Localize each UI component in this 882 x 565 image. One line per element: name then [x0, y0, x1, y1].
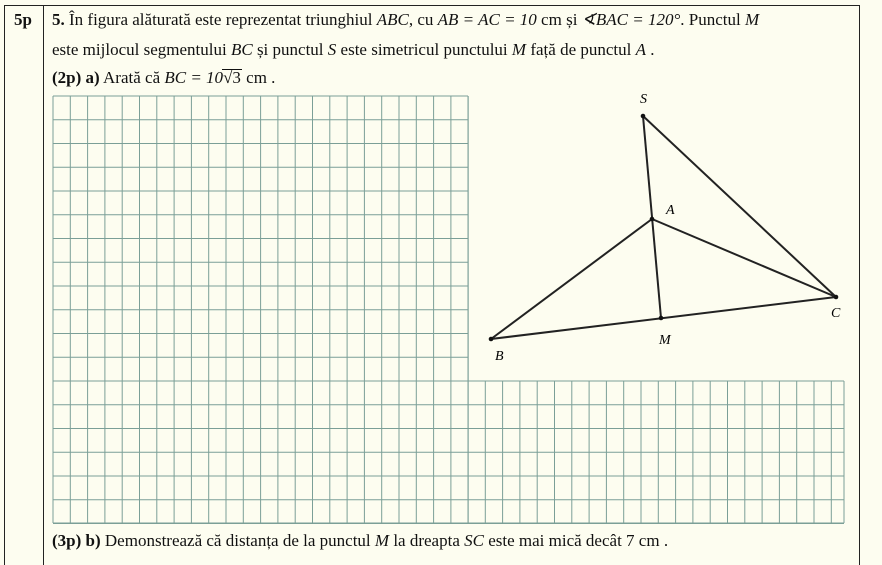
part-b-letter: b)	[85, 531, 101, 550]
line-sc: SC	[464, 531, 484, 550]
part-b-points: (3p)	[52, 531, 82, 550]
part-a-points: (2p)	[52, 68, 82, 87]
label-c: C	[831, 306, 841, 321]
side-equation: AB = AC = 10	[437, 10, 537, 29]
statement-text: .	[646, 40, 655, 59]
label-b: B	[495, 349, 504, 364]
part-a-letter: a)	[85, 68, 100, 87]
statement-text: , cu	[408, 10, 438, 29]
segment-ab-line	[491, 219, 652, 339]
label-s: S	[640, 92, 647, 107]
statement-text: . Punctul	[680, 10, 745, 29]
angle-equation: ∢BAC = 120°	[581, 10, 681, 29]
statement-text: este simetricul punctului	[336, 40, 512, 59]
statement-text: față de punctul	[526, 40, 636, 59]
triangle-name: ABC	[376, 10, 409, 29]
statement-text: și punctul	[252, 40, 328, 59]
segment-bc: BC	[230, 40, 253, 59]
point-c-dot	[834, 295, 839, 300]
point-m: M	[511, 40, 527, 59]
statement-text: În figura alăturată este reprezentat triunghiul	[64, 10, 377, 29]
part-a-unit: cm .	[241, 68, 276, 87]
unit-text: cm	[536, 10, 562, 29]
part-b-text: este mai mică decât 7	[483, 531, 635, 550]
point-b-dot	[489, 337, 494, 342]
segment-ac-line	[652, 219, 836, 297]
statement-text: și	[561, 10, 582, 29]
part-a-text: Arată că	[99, 68, 165, 87]
part-b-text: Demonstrează că distanța de la punctul	[100, 531, 375, 550]
point-a: A	[635, 40, 646, 59]
part-a-expression: BC = 10	[164, 68, 224, 87]
label-m: M	[659, 333, 671, 348]
part-b-text: la dreapta	[389, 531, 465, 550]
point-m: M	[374, 531, 390, 550]
point-s: S	[327, 40, 337, 59]
problem-points: 5p	[14, 10, 32, 29]
part-b-unit: cm .	[634, 531, 669, 550]
point-m: M	[745, 10, 760, 29]
problem-number: 5.	[52, 10, 65, 29]
sqrt-sign: √3	[223, 68, 241, 87]
statement-text: este mijlocul segmentului	[52, 40, 231, 59]
point-s-dot	[641, 114, 646, 119]
sqrt-argument: 3	[232, 68, 241, 87]
label-a: A	[666, 203, 675, 218]
point-a-dot	[650, 217, 655, 222]
point-m-dot	[659, 316, 664, 321]
